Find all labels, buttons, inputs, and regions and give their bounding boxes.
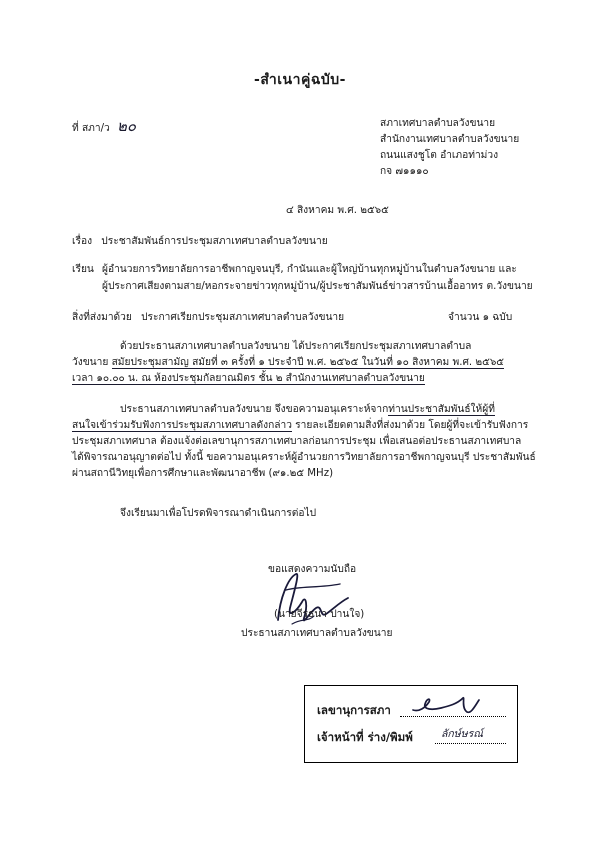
- document-number-handwritten: ๒๐: [117, 117, 137, 135]
- signer-title: ประธานสภาเทศบาลตำบลวังขนาย: [241, 628, 393, 639]
- recipient: [102, 264, 533, 298]
- sender-line: ถนนแสงชูโต อำเภอท่าม่วง: [380, 150, 499, 161]
- paragraph-line: ผ่านสถานีวิทยุเพื่อการศึกษาและพัฒนาอาชีพ (๙๑.๒๕ MHz): [72, 468, 334, 479]
- sender-address: [380, 118, 519, 182]
- paragraph-text: รายละเอียดตามสิ่งที่ส่งมาด้วย โดยผู้ที่จะเข้ารับฟังการ: [291, 420, 529, 431]
- page-title: -สำเนาคู่ฉบับ-: [254, 72, 346, 88]
- subject: [72, 236, 328, 249]
- paragraph-text: วังขนาย: [72, 357, 112, 368]
- regards-text: ขอแสดงความนับถือ: [268, 564, 357, 575]
- signer-name: (นายจีรธนา ปานใจ): [274, 609, 365, 620]
- paragraph-line: ด้วยประธานสภาเทศบาลตำบลวังขนาย ได้ประกาศเรียกประชุมสภาเทศบาลตำบล: [120, 341, 472, 352]
- recipient-line: ผู้ประกาศเสียงตามสาย/หอกระจายข่าวทุกหมู่บ้าน/ผู้ประชาสัมพันธ์ข่าวสารบ้านเอื้ออาทร ต.วังขนาย: [102, 281, 533, 292]
- secretary-label: เลขานุการสภา: [317, 703, 391, 717]
- recipient-line: ผู้อำนวยการวิทยาลัยการอาชีพกาญจนบุรี, กำนันและผู้ใหญ่บ้านทุกหมู่บ้านในตำบลวังขนาย และ: [102, 264, 517, 275]
- sender-line: กจ ๗๑๑๑๐: [380, 166, 429, 177]
- secretary-signature-image: [405, 690, 485, 718]
- approval-box: [304, 685, 518, 763]
- document-date: ๔ สิงหาคม พ.ศ. ๒๕๖๕: [286, 205, 389, 216]
- drafter-signature-line: [435, 743, 506, 744]
- drafter-label: เจ้าหน้าที่ ร่าง/พิมพ์: [317, 730, 413, 744]
- request-highlight-text: สนใจเข้าร่วมรับฟังการประชุมสภาเทศบาลดังกล่าว: [72, 420, 292, 431]
- paragraph-line: ได้พิจารณาอนุญาตต่อไป ทั้งนี้ ขอความอนุเคราะห์ผู้อำนวยการวิทยาลัยการอาชีพกาญจนบุรี ประชาสัมพันธ์: [72, 452, 536, 463]
- enclosure-label: สิ่งที่ส่งมาด้วย: [72, 312, 132, 323]
- closing-text: จึงเรียนมาเพื่อโปรดพิจารณาดำเนินการต่อไป: [120, 508, 317, 519]
- request-highlight-text: ท่านประชาสัมพันธ์ให้ผู้ที่: [388, 404, 495, 415]
- document-number: [72, 117, 136, 136]
- subject-text: ประชาสัมพันธ์การประชุมสภาเทศบาลตำบลวังขนาย: [101, 236, 328, 247]
- enclosure: [72, 312, 344, 325]
- document-number-prefix: ที่ สภา/ว: [72, 123, 110, 134]
- enclosure-quantity: จำนวน ๑ ฉบับ: [448, 312, 513, 323]
- meeting-session-text: สมัยประชุมสามัญ สมัยที่ ๓ ครั้งที่ ๑ ประจำปี พ.ศ. ๒๕๖๕ ในวันที่ ๑๐ สิงหาคม พ.ศ. ๒๕๖๕: [111, 357, 504, 368]
- recipient-label: เรียน: [72, 264, 94, 275]
- enclosure-text: ประกาศเรียกประชุมสภาเทศบาลตำบลวังขนาย: [141, 312, 345, 323]
- sender-line: สำนักงานเทศบาลตำบลวังขนาย: [380, 134, 520, 145]
- meeting-time-place-text: เวลา ๑๐.๐๐ น. ณ ห้องประชุมกัลยาณมิตร ชั้น ๒ สำนักงานเทศบาลตำบลวังขนาย: [72, 373, 425, 384]
- paragraph-line: ประชุมสภาเทศบาล ต้องแจ้งต่อเลขานุการสภาเทศบาลก่อนการประชุม เพื่อเสนอต่อประธานสภาเทศบาล: [72, 436, 522, 447]
- drafter-handwritten-name: ลักษ์ษรณ์: [441, 728, 484, 740]
- subject-label: เรื่อง: [72, 236, 93, 247]
- paragraph-announcement: [72, 341, 504, 389]
- paragraph-text: ประธานสภาเทศบาลตำบลวังขนาย จึงขอความอนุเคราะห์จาก: [120, 404, 389, 415]
- paragraph-request: [72, 404, 536, 484]
- sender-line: สภาเทศบาลตำบลวังขนาย: [380, 118, 496, 129]
